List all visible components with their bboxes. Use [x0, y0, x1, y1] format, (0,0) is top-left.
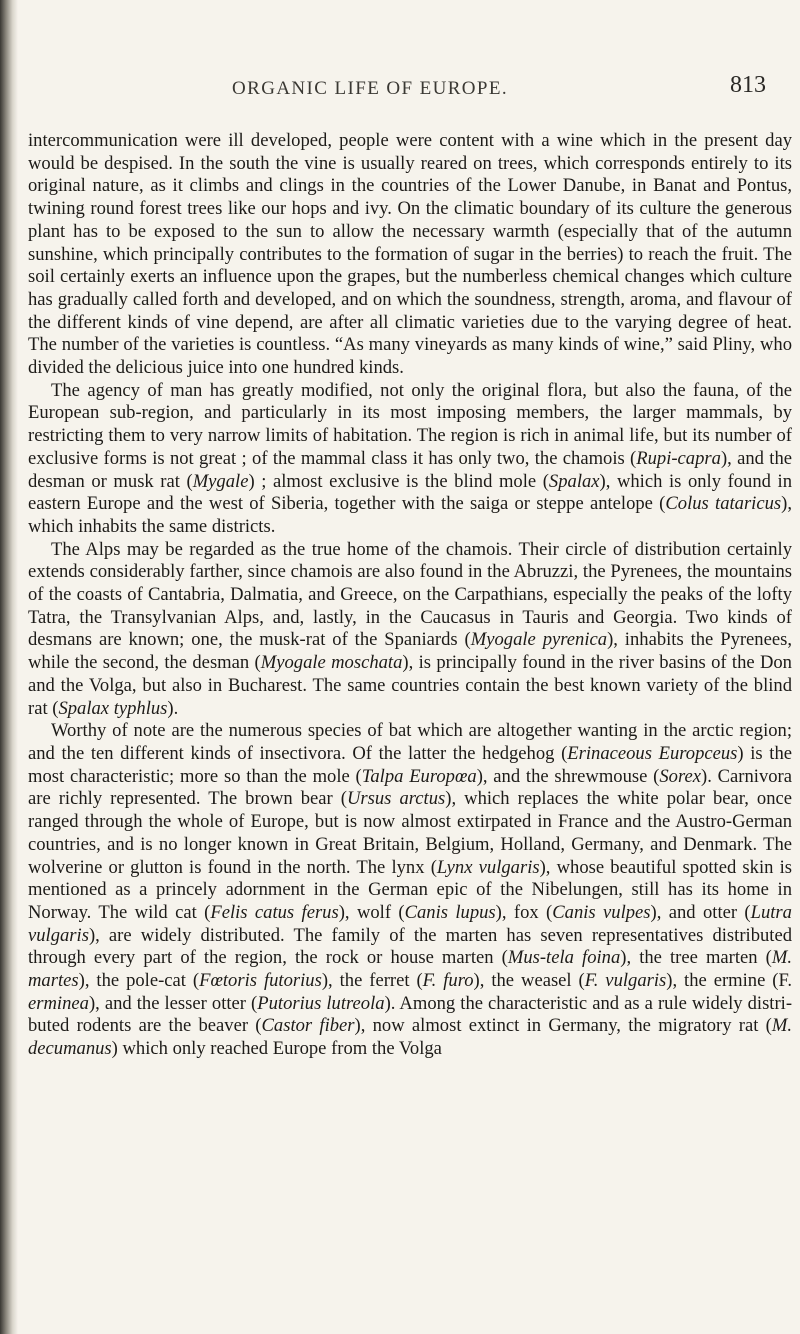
text-run: The agency of man has greatly modified, not only the original flora, but also the fauna, of the European sub-region, and particularly in its most imposing members, the larger mammals, by restricting them to very narrow limits of habitation. The region is rich in animal life, but its number of exclusive forms is not great ; of the mammal class it has only two, the chamois (	[28, 379, 792, 469]
text-run: ) ; almost exclusive is the blind mole (	[248, 470, 549, 492]
text-run: ) is the most characteristic; more so than the mole (	[28, 742, 792, 787]
text-run: ), and the lesser otter (	[88, 992, 258, 1014]
species-name: Spalax typhlus	[58, 697, 168, 719]
text-run: ), which replaces the white polar bear, once ranged through the whole of Europe, but is now almost extirpated in France and the Austro-German countries, and is no longer known in Great Britain, Belgium, Holland, Germany, and Denmark. The wolverine or glutton is found in the north. The lynx (	[28, 788, 792, 878]
text-run: The Alps may be regarded as the true home of the chamois. Their circle of distribution certainly extends considerably farther, since chamois are also found in the Abruzzi, the Pyrenees, the mountains of the coasts of Cantabria, Dalmatia, and Greece, on the Carpathians, especially the peaks of the lofty Tatra, the Transylvanian Alps, and, lastly, in the Caucasus in Tauris and Georgia. Two kinds of desmans are known; one, the musk-rat of the Spaniards (	[28, 538, 792, 651]
paragraph	[28, 130, 792, 380]
species-name: Erinaceous Europceus	[567, 742, 738, 764]
text-run: ), whose beautiful spotted skin is mentioned as a princely adornment in the German epic of the Nibelungen, still has its home in Norway. The wild cat (	[28, 856, 792, 923]
text-run: ).	[167, 697, 179, 719]
text-run: ), and the shrewmouse (	[476, 765, 660, 787]
species-name: F. vulgaris	[584, 970, 667, 992]
text-run: ), and the desman or musk rat (	[28, 447, 793, 492]
species-name: Sorex	[659, 765, 702, 787]
page-header	[0, 72, 800, 108]
text-run: ), the ferret (	[321, 970, 423, 992]
species-name: Mus-tela foina	[507, 947, 621, 969]
species-name: Lynx vulgaris	[436, 856, 540, 878]
species-name: erminea	[28, 992, 89, 1014]
species-name: Putorius lutreola	[257, 992, 385, 1014]
species-name: Canis vulpes	[552, 901, 651, 923]
species-name: Felis catus ferus	[210, 901, 339, 923]
text-run: ), the pole-cat (	[78, 970, 200, 992]
text-run: ). Among the characteristic and as a rule widely distri-buted rodents are the beaver (	[28, 992, 793, 1037]
text-run: ), which inhabits the same districts.	[28, 493, 792, 537]
text-run: ), and otter (	[650, 901, 751, 923]
text-run: ), the weasel (	[473, 970, 585, 992]
species-name: Lutra vulgaris	[28, 901, 792, 946]
text-run: ), the ermine (F.	[666, 970, 792, 992]
species-name: Myogale moschata	[260, 652, 403, 674]
body-text	[28, 130, 792, 1061]
text-run: ), inhabits the Pyrenees, while the second, the desman (	[28, 629, 792, 674]
paragraph	[28, 380, 792, 539]
species-name: M. martes	[28, 947, 793, 992]
species-name: Castor fiber	[261, 1015, 355, 1037]
running-head: ORGANIC LIFE OF EUROPE.	[232, 78, 509, 99]
text-run: ) which only reached Europe from the Volga	[111, 1038, 442, 1060]
species-name: Talpa Europœa	[361, 765, 477, 787]
text-run: ), are widely distributed. The family of the marten has seven representatives distributed through every part of the region, the rock or house marten (	[28, 924, 792, 969]
text-run: ), now almost extinct in Germany, the migratory rat (	[354, 1015, 772, 1037]
text-run: Worthy of note are the numerous species of bat which are altogether wanting in the arctic region; and the ten different kinds of insectivora. Of the latter the hedgehog (	[28, 720, 792, 764]
text-run: ). Carnivora are richly represented. The brown bear (	[28, 765, 792, 810]
species-name: Rupi-capra	[636, 447, 721, 469]
text-run: ), wolf (	[338, 901, 405, 923]
species-name: Fœtoris futorius	[199, 970, 322, 992]
text-run: ), fox (	[495, 901, 553, 923]
text-run: ), which is only found in eastern Europe and the west of Siberia, together with the saiga or steppe antelope (	[28, 470, 792, 515]
text-run: intercommunication were ill developed, people were content with a wine which in the present day would be despised. In the south the vine is usually reared on trees, which corresponds entirely to its original nature, as it climbs and clings in the countries of the Lower Danube, in Banat and Pontus, twining round forest trees like our hops and ivy. On the climatic boundary of its culture the generous plant has to be exposed to the sun to allow the necessary warmth (especially that of the autumn sunshine, which principally contributes to the formation of sugar in the berries) to reach the fruit. The soil certainly exerts an influence upon the grapes, but the numberless chemical changes which culture has gradually called forth and developed, and on which the soundness, strength, aroma, and flavour of the different kinds of vine depend, are after all climatic varieties due to the varying degree of heat. The number of the varieties is countless. “As many vineyards as many kinds of wine,” said Pliny, who divided the delicious juice into one hundred kinds.	[28, 130, 792, 379]
text-run: ), is principally found in the river basins of the Don and the Volga, but also in Bucharest. The same countries contain the best known variety of the blind rat (	[28, 652, 792, 719]
species-name: F. furo	[422, 970, 474, 992]
species-name: Mygale	[192, 470, 249, 492]
species-name: Spalax	[548, 470, 600, 492]
text-run: ), the tree marten (	[620, 947, 772, 969]
page-number: 813	[730, 72, 766, 98]
binding-gutter	[0, 0, 18, 1334]
species-name: M. decumanus	[28, 1015, 792, 1060]
species-name: Ursus arctus	[346, 788, 446, 810]
paragraph	[28, 539, 792, 721]
species-name: Colus tataricus	[665, 493, 782, 515]
paragraph	[28, 720, 792, 1061]
species-name: Myogale pyrenica	[470, 629, 608, 651]
species-name: Canis lupus	[404, 901, 496, 923]
